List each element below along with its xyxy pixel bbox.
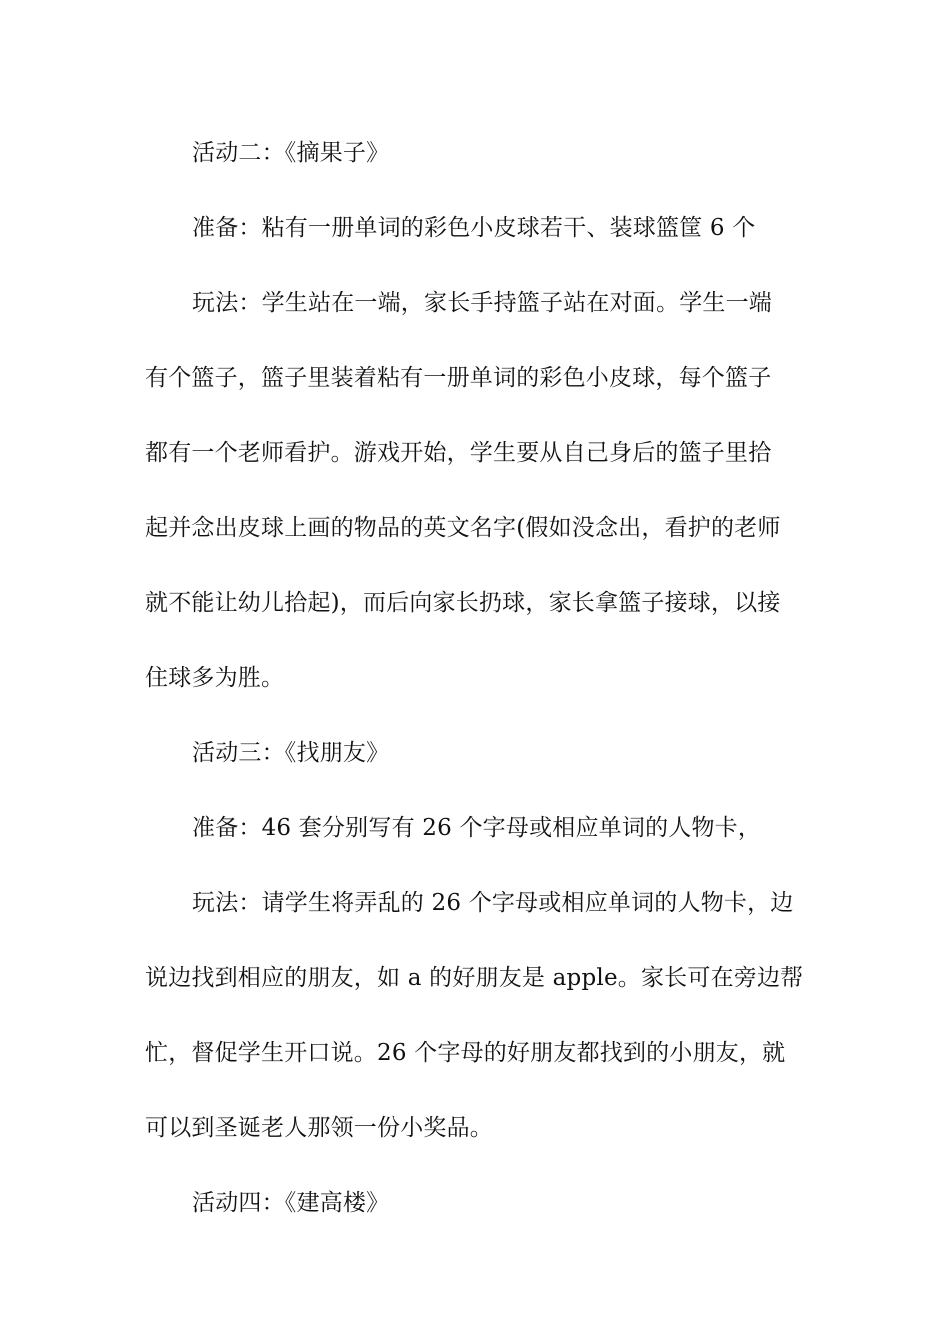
- activity-4-heading: 活动四：《建高楼》: [192, 1190, 390, 1216]
- activity-2-rules-line-5: 就不能让幼儿拾起)，而后向家长扔球，家长拿篮子接球，以接: [145, 590, 781, 616]
- activity-2-rules-line-3: 都有一个老师看护。游戏开始，学生要从自己身后的篮子里拾: [145, 440, 772, 466]
- activity-2-heading: 活动二：《摘果子》: [192, 140, 390, 166]
- activity-2-rules-line-2: 有个篮子，篮子里装着粘有一册单词的彩色小皮球，每个篮子: [145, 365, 772, 391]
- activity-3-rules-line-3: 忙，督促学生开口说。26 个字母的好朋友都找到的小朋友，就: [145, 1040, 786, 1066]
- activity-2-preparation: 准备：粘有一册单词的彩色小皮球若干、装球篮筐 6 个: [192, 215, 756, 241]
- activity-2-rules-line-4: 起并念出皮球上画的物品的英文名字(假如没念出，看护的老师: [145, 515, 781, 541]
- activity-3-rules-line-2: 说边找到相应的朋友，如 a 的好朋友是 apple。家长可在旁边帮: [145, 965, 804, 991]
- activity-2-rules-line-1: 玩法：学生站在一端，家长手持篮子站在对面。学生一端: [192, 290, 772, 316]
- activity-2-rules-line-6: 住球多为胜。: [145, 665, 285, 691]
- activity-3-heading: 活动三：《找朋友》: [192, 740, 390, 766]
- activity-3-preparation: 准备：46 套分别写有 26 个字母或相应单词的人物卡，: [192, 815, 762, 841]
- activity-3-rules-line-4: 可以到圣诞老人那领一份小奖品。: [145, 1115, 493, 1141]
- activity-3-rules-line-1: 玩法：请学生将弄乱的 26 个字母或相应单词的人物卡，边: [192, 890, 794, 916]
